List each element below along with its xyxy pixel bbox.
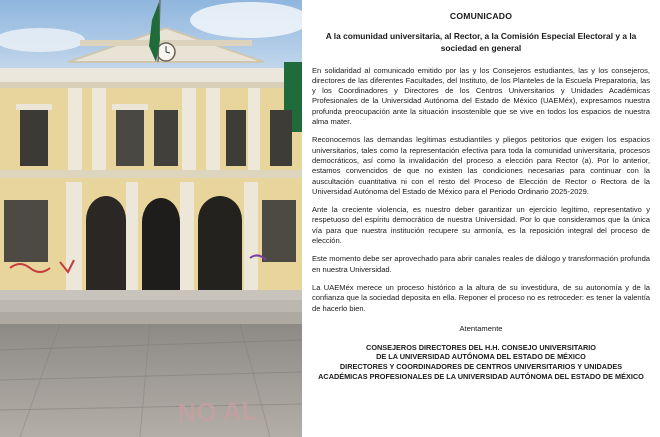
statement-title: COMUNICADO: [449, 11, 513, 21]
pier: [126, 182, 138, 290]
arch-door: [86, 196, 126, 290]
building-photo-illustration: [0, 0, 302, 437]
window: [20, 110, 48, 166]
paragraph: Ante la creciente violencia, es nuestro deber garantizar un ejercicio legítimo, representativo y respetuoso del espíritu democrático de nuestra Universidad. Por lo que consideramos que la única vía para que nuestra institución recupere su armonía, es la reposición integral del proceso de elección.: [312, 205, 650, 246]
paragraph: Reconocemos las demandas legítimas estudiantiles y pliegos petitorios que exigen los espacios universitarios, tales como la representación efectiva para toda la comunidad universitaria, procesos democráticos, así como la invalidación del proceso a elección para Rector (a). Por lo anterior, estamos convencidos de que no existen las condiciones necesarias para continuar con la auscultación cuantitativa ni con el resto del Proceso de Elección de Rector o Rectora de la Universidad Autónoma del Estado de México para el Periodo Ordinario 2025-2029.: [312, 135, 650, 196]
window: [116, 110, 144, 166]
statement-subtitle: A la comunidad universitaria, al Rector, a la Comisión Especial Electoral y a la sociedad en general: [325, 31, 637, 53]
column: [182, 88, 196, 172]
column: [206, 88, 220, 172]
pier: [180, 182, 194, 290]
column: [92, 88, 106, 172]
window: [226, 110, 246, 166]
steps: [0, 300, 302, 312]
arch-door: [198, 196, 242, 290]
window: [4, 200, 48, 262]
arch-door: [142, 198, 180, 290]
steps: [0, 312, 302, 324]
window: [262, 200, 296, 262]
pier: [244, 182, 258, 290]
column: [248, 88, 260, 172]
column: [68, 88, 82, 172]
paragraph: Este momento debe ser aprovechado para abrir canales reales de diálogo y transformación profunda en nuestra Universidad.: [312, 254, 650, 274]
statement: [306, 0, 656, 437]
signatory-line: DIRECTORES Y COORDINADORES DE CENTROS UNIVERSITARIOS Y UNIDADES ACADÉMICAS PROFESIONALES DE LA UNIVERSIDAD AUTÓNOMA DEL ESTADO DE MÉXICO: [318, 362, 644, 381]
closing: Atentamente: [459, 323, 503, 333]
plaza-graffiti-text: NO AL: [177, 395, 259, 428]
pier: [66, 182, 82, 290]
cornice: [0, 68, 302, 82]
signatory-line: DE LA UNIVERSIDAD AUTÓNOMA DEL ESTADO DE MÉXICO: [376, 352, 586, 362]
window: [270, 110, 292, 166]
paragraph: En solidaridad al comunicado emitido por las y los Consejeros estudiantes, las y los consejeros, directores de las diferentes Facultades, del Instituto, de los Planteles de la Escuela Preparatoria, las y los Coordinadores y Directores de los Centros Universitarios y Unidades Académicas Profesionales de la Universidad Autónoma del Estado de México (UAEMéx), expresamos nuestra profunda preocupación ante la situación insostenible que se vive en todos los espacios de nuestra alma mater.: [312, 65, 650, 127]
window: [154, 110, 178, 166]
building-photo: [0, 0, 302, 437]
steps: [0, 290, 302, 300]
signatories: [316, 343, 646, 381]
signatory-line: CONSEJEROS DIRECTORES DEL H.H. CONSEJO UNIVERSITARIO: [366, 342, 596, 352]
paragraph: La UAEMéx merece un proceso histórico a la altura de su investidura, de su autonomía y de la confianza que la sociedad deposita en ella. Reponer el proceso no es retroceder: es tener la valentía de hacerlo bien.: [312, 282, 650, 313]
balcony: [0, 170, 302, 178]
